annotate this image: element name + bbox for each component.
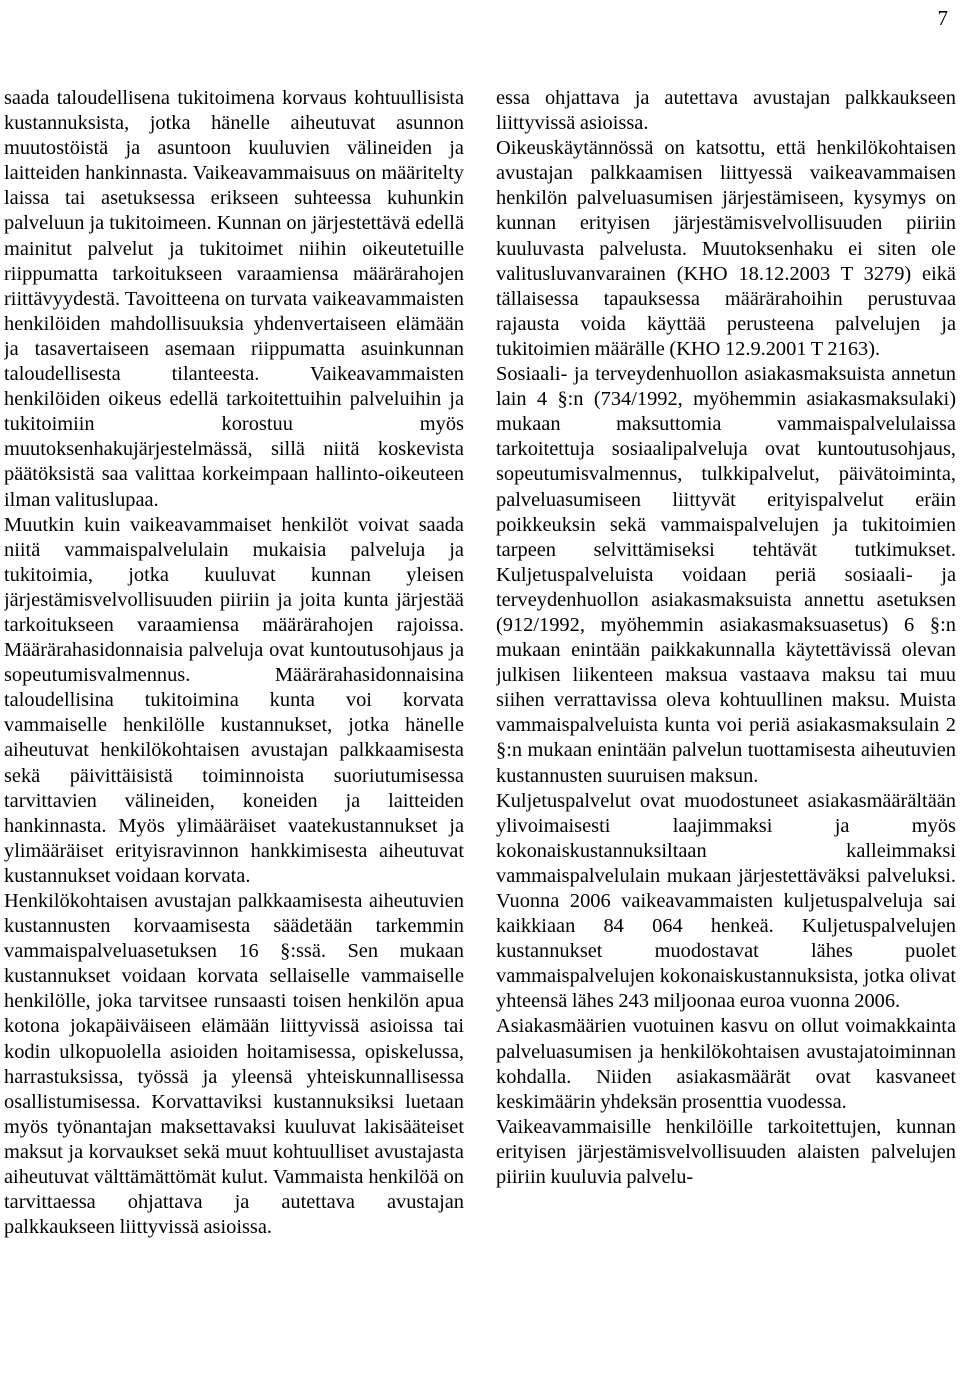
paragraph: Asiakasmäärien vuotuinen kasvu on ollut voimakkainta palveluasumisen ja henkilökohtaisen avustajatoiminnan kohdalla. Niiden asiakasmäärät ovat kasvaneet keskimäärin yhdeksän prosenttia vuodessa. <box>496 1015 956 1113</box>
paragraph: Muutkin kuin vaikeavammaiset henkilöt voivat saada niitä vammaispalvelulain mukaisia palveluja ja tukitoimia, jotka kuuluvat kunnan yleisen järjestämisvelvollisuuden piiriin ja joita kunta järjestää tarkoitukseen varaamiensa määrärahojen rajoissa. Määrärahasidonnaisia palveluja ovat kuntoutusohjaus ja sopeutumisvalmennus. Määrärahasidonnaisina taloudellisina tukitoimina kunta voi korvata vammaiselle henkilölle kustannukset, jotka hänelle aiheutuvat henkilökohtaisen avustajan palkkaamisesta sekä päivittäisistä toiminnoista suoriutumisessa tarvittavien välineiden, koneiden ja laitteiden hankinnasta. Myös ylimääräiset vaatekustannukset ja ylimääräiset erityisravinnon hankkimisesta aiheutuvat kustannukset voidaan korvata. <box>4 513 464 887</box>
right-column <box>496 86 956 1396</box>
paragraph: Vaikeavammaisille henkilöille tarkoitettujen, kunnan erityisen järjestämisvelvollisuuden alaisten palvelujen piiriin kuuluvia palvelu- <box>496 1115 956 1189</box>
paragraph: saada taloudellisena tukitoimena korvaus kohtuullisista kustannuksista, jotka hänelle aiheutuvat asunnon muutostöistä ja asuntoon kuuluvien välineiden ja laitteiden hankinnasta. Vaikeavammaisuus on määritelty laissa tai asetuksessa erikseen suhteessa kuhunkin palveluun ja tukitoimeen. Kunnan on järjestettävä edellä mainitut palvelut ja tukitoimet niihin oikeutetuille riippumatta tarkoitukseen varaamiensa määrärahojen riittävyydestä. Tavoitteena on turvata vaikeavammaisten henkilöiden mahdollisuuksia yhdenvertaiseen elämään ja tasavertaiseen asemaan riippumatta asuinkunnan taloudellisesta tilanteesta. Vaikeavammaisten henkilöiden oikeus edellä tarkoitettuihin palveluihin ja tukitoimiin korostuu myös muutoksenhakujärjestelmässä, sillä niitä koskevista päätöksistä saa valittaa korkeimpaan hallinto-oikeuteen ilman valituslupaa. <box>4 87 464 511</box>
paragraph: essa ohjattava ja autettava avustajan palkkaukseen liittyvissä asioissa. <box>496 87 956 135</box>
text-columns <box>4 86 956 1396</box>
paragraph: Oikeuskäytännössä on katsottu, että henkilökohtaisen avustajan palkkaamisen liittyessä vaikeavammaisen henkilön palveluasumisen järjestämiseen, kysymys on kunnan erityisen järjestämisvelvollisuuden piiriin kuuluvasta palvelusta. Muutoksenhaku ei siten ole valitusluvanvarainen (KHO 18.12.2003 T 3279) eikä tällaisessa tapauksessa määrärahoihin perustuvaa rajausta voida käyttää perusteena palvelujen ja tukitoimien määrälle (KHO 12.9.2001 T 2163). <box>496 137 956 360</box>
paragraph: Henkilökohtaisen avustajan palkkaamisesta aiheutuvien kustannusten korvaamisesta säädetään tarkemmin vammaispalveluasetuksen 16 §:ssä. Sen mukaan kustannukset voidaan korvata sellaiselle vammaiselle henkilölle, joka tarvitsee runsaasti toisen henkilön apua kotona jokapäiväiseen elämään liittyvissä asioissa tai kodin ulkopuolella asioiden hoitamisessa, opiskelussa, harrastuksissa, työssä ja yleensä yhteiskunnallisessa osallistumisessa. Korvattaviksi kustannuksiksi luetaan myös työnantajan maksettavaksi kuuluvat lakisääteiset maksut ja korvaukset sekä muut kohtuulliset avustajasta aiheutuvat välttämättömät kulut. Vammaista henkilöä on tarvittaessa ohjattava ja autettava avustajan palkkaukseen liittyvissä asioissa. <box>4 890 464 1239</box>
page-number: 7 <box>937 6 948 30</box>
paragraph: Kuljetuspalvelut ovat muodostuneet asiakasmäärältään ylivoimaisesti laajimmaksi ja myös kokonaiskustannuksiltaan kalleimmaksi vammaispalvelulain mukaan järjestettäväksi palveluksi. Vuonna 2006 vaikeavammaisten kuljetuspalveluja sai kaikkiaan 84 064 henkeä. Kuljetuspalvelujen kustannukset muodostavat lähes puolet vammaispalvelujen kokonaiskustannuksista, jotka olivat yhteensä lähes 243 miljoonaa euroa vuonna 2006. <box>496 789 956 1013</box>
paragraph: Sosiaali- ja terveydenhuollon asiakasmaksuista annetun lain 4 §:n (734/1992, myöhemmin asiakasmaksulaki) mukaan maksuttomia vammaispalvelulaissa tarkoitettuja sosiaalipalveluja ovat kuntoutusohjaus, sopeutumisvalmennus, tulkkipalvelut, päivätoiminta, palveluasumiseen liittyvät erityispalvelut eräin poikkeuksin sekä vammaispalvelujen ja tukitoimien tarpeen selvittämiseksi tehtävät tutkimukset. Kuljetuspalveluista voidaan periä sosiaali- ja terveydenhuollon asiakasmaksuista annettu asetuksen (912/1992, myöhemmin asiakasmaksuasetus) 6 §:n mukaan enintään paikkakunnalla käytettävissä olevan julkisen liikenteen maksua vastaava maksu tai muu siihen verrattavissa oleva kohtuullinen maksu. Muista vammaispalveluista kunta voi periä asiakasmaksulain 2 §:n mukaan enintään palvelun tuottamisesta aiheutuvien kustannusten suuruisen maksun. <box>496 363 956 787</box>
left-column <box>4 86 464 1396</box>
